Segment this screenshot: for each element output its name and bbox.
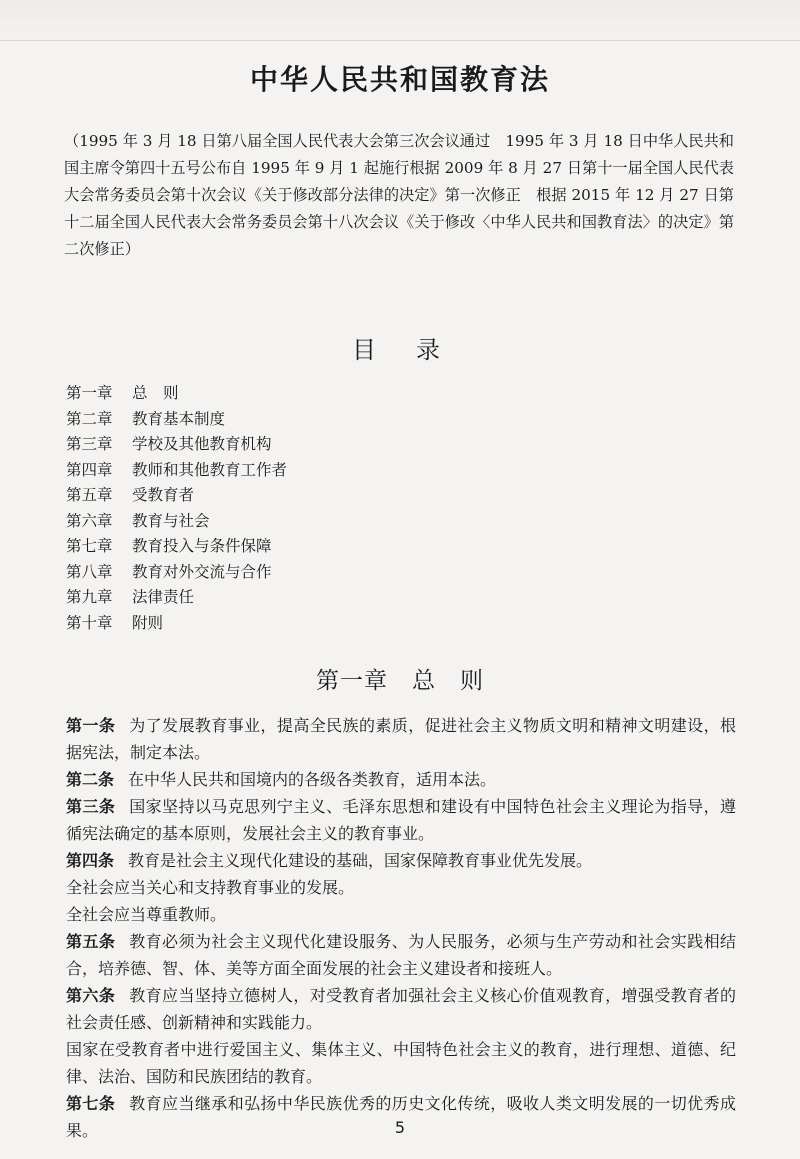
toc-chapter-name: 附则 — [132, 613, 164, 632]
article-paragraph — [66, 982, 736, 1036]
toc-item — [66, 483, 566, 509]
article-text: 在中华人民共和国境内的各级各类教育，适用本法。 — [128, 770, 497, 789]
article-paragraph — [66, 1036, 736, 1090]
toc-chapter-number: 第十章 — [66, 613, 113, 632]
chapter-body — [66, 712, 736, 1144]
article-text: 国家在受教育者中进行爱国主义、集体主义、中国特色社会主义的教育，进行理想、道德、纪律、法治、国防和民族团结的教育。 — [66, 1040, 736, 1086]
previous-page-edge — [0, 0, 800, 41]
toc-chapter-name: 教师和其他教育工作者 — [132, 460, 288, 479]
article-label: 第二条 — [66, 770, 115, 789]
toc-chapter-number: 第七章 — [66, 537, 113, 555]
article-label: 第一条 — [66, 716, 116, 735]
toc-item — [66, 509, 566, 535]
article-paragraph — [66, 901, 736, 928]
article-text: 全社会应当尊重教师。 — [66, 905, 227, 924]
page-number: 5 — [394, 1118, 406, 1137]
table-of-contents — [66, 381, 566, 636]
toc-chapter-name: 教育基本制度 — [132, 409, 226, 428]
article-paragraph — [66, 847, 736, 874]
toc-title: 目 录 — [352, 336, 448, 364]
toc-chapter-name: 总 则 — [132, 384, 179, 402]
article-text: 国家坚持以马克思列宁主义、毛泽东思想和建设有中国特色社会主义理论为指导，遵循宪法确定的基本原则，发展社会主义的教育事业。 — [66, 797, 736, 843]
toc-chapter-number: 第四章 — [66, 460, 113, 479]
article-paragraph — [66, 874, 736, 901]
article-paragraph — [66, 712, 736, 766]
article-label: 第四条 — [66, 851, 115, 870]
toc-chapter-name: 教育与社会 — [132, 511, 210, 530]
article-text: 教育应当继承和弘扬中华民族优秀的历史文化传统，吸收人类文明发展的一切优秀成果。 — [66, 1094, 736, 1140]
article-paragraph — [66, 793, 736, 847]
toc-item — [66, 458, 566, 484]
article-text: 为了发展教育事业，提高全民族的素质，促进社会主义物质文明和精神文明建设，根据宪法，制定本法。 — [66, 716, 736, 762]
toc-chapter-number: 第五章 — [66, 486, 113, 504]
article-paragraph — [66, 766, 736, 793]
chapter-heading: 第一章 总 则 — [316, 668, 484, 694]
toc-chapter-name: 法律责任 — [132, 588, 195, 606]
article-text: 全社会应当关心和支持教育事业的发展。 — [66, 878, 355, 897]
toc-chapter-name: 教育对外交流与合作 — [132, 562, 272, 581]
toc-item — [66, 585, 566, 611]
document-title: 中华人民共和国教育法 — [249, 63, 550, 96]
toc-chapter-name: 学校及其他教育机构 — [132, 435, 272, 453]
toc-chapter-number: 第九章 — [66, 588, 113, 606]
toc-chapter-number: 第八章 — [66, 562, 113, 581]
law-preamble: （1995 年 3 月 18 日第八届全国人民代表大会第三次会议通过 1995 年 3 月 18 日中华人民共和国主席令第四十五号公布自 1995 年 9 月 1 起施行根据 2009 年 8 月 27 日第十一届全国人民代表大会常务委员会第十次会议《关于修改部分法律的决定》第一次修正 根据 2015 年 12 月 27 日第十二届全国人民代表大会常务委员会第十八次会议《关于修改〈中华人民共和国教育法〉的决定》第二次修正） — [64, 132, 734, 258]
toc-item — [66, 560, 566, 586]
article-label: 第三条 — [66, 797, 116, 816]
article-text: 教育是社会主义现代化建设的基础，国家保障教育事业优先发展。 — [128, 851, 593, 870]
article-paragraph — [66, 928, 736, 982]
article-label: 第五条 — [66, 932, 116, 951]
toc-chapter-number: 第二章 — [66, 409, 113, 428]
article-label: 第六条 — [66, 986, 116, 1005]
toc-chapter-number: 第六章 — [66, 511, 113, 530]
toc-chapter-name: 受教育者 — [132, 486, 195, 504]
toc-item — [66, 534, 566, 560]
toc-chapter-number: 第三章 — [66, 435, 113, 453]
toc-item — [66, 407, 566, 433]
toc-item — [66, 432, 566, 458]
toc-item — [66, 381, 566, 407]
toc-item — [66, 611, 566, 637]
article-text: 教育应当坚持立德树人，对受教育者加强社会主义核心价值观教育，增强受教育者的社会责任感、创新精神和实践能力。 — [66, 986, 736, 1032]
article-text: 教育必须为社会主义现代化建设服务、为人民服务，必须与生产劳动和社会实践相结合，培养德、智、体、美等方面全面发展的社会主义建设者和接班人。 — [66, 932, 736, 978]
toc-chapter-number: 第一章 — [66, 384, 113, 402]
article-label: 第七条 — [66, 1094, 116, 1113]
toc-chapter-name: 教育投入与条件保障 — [132, 537, 272, 555]
